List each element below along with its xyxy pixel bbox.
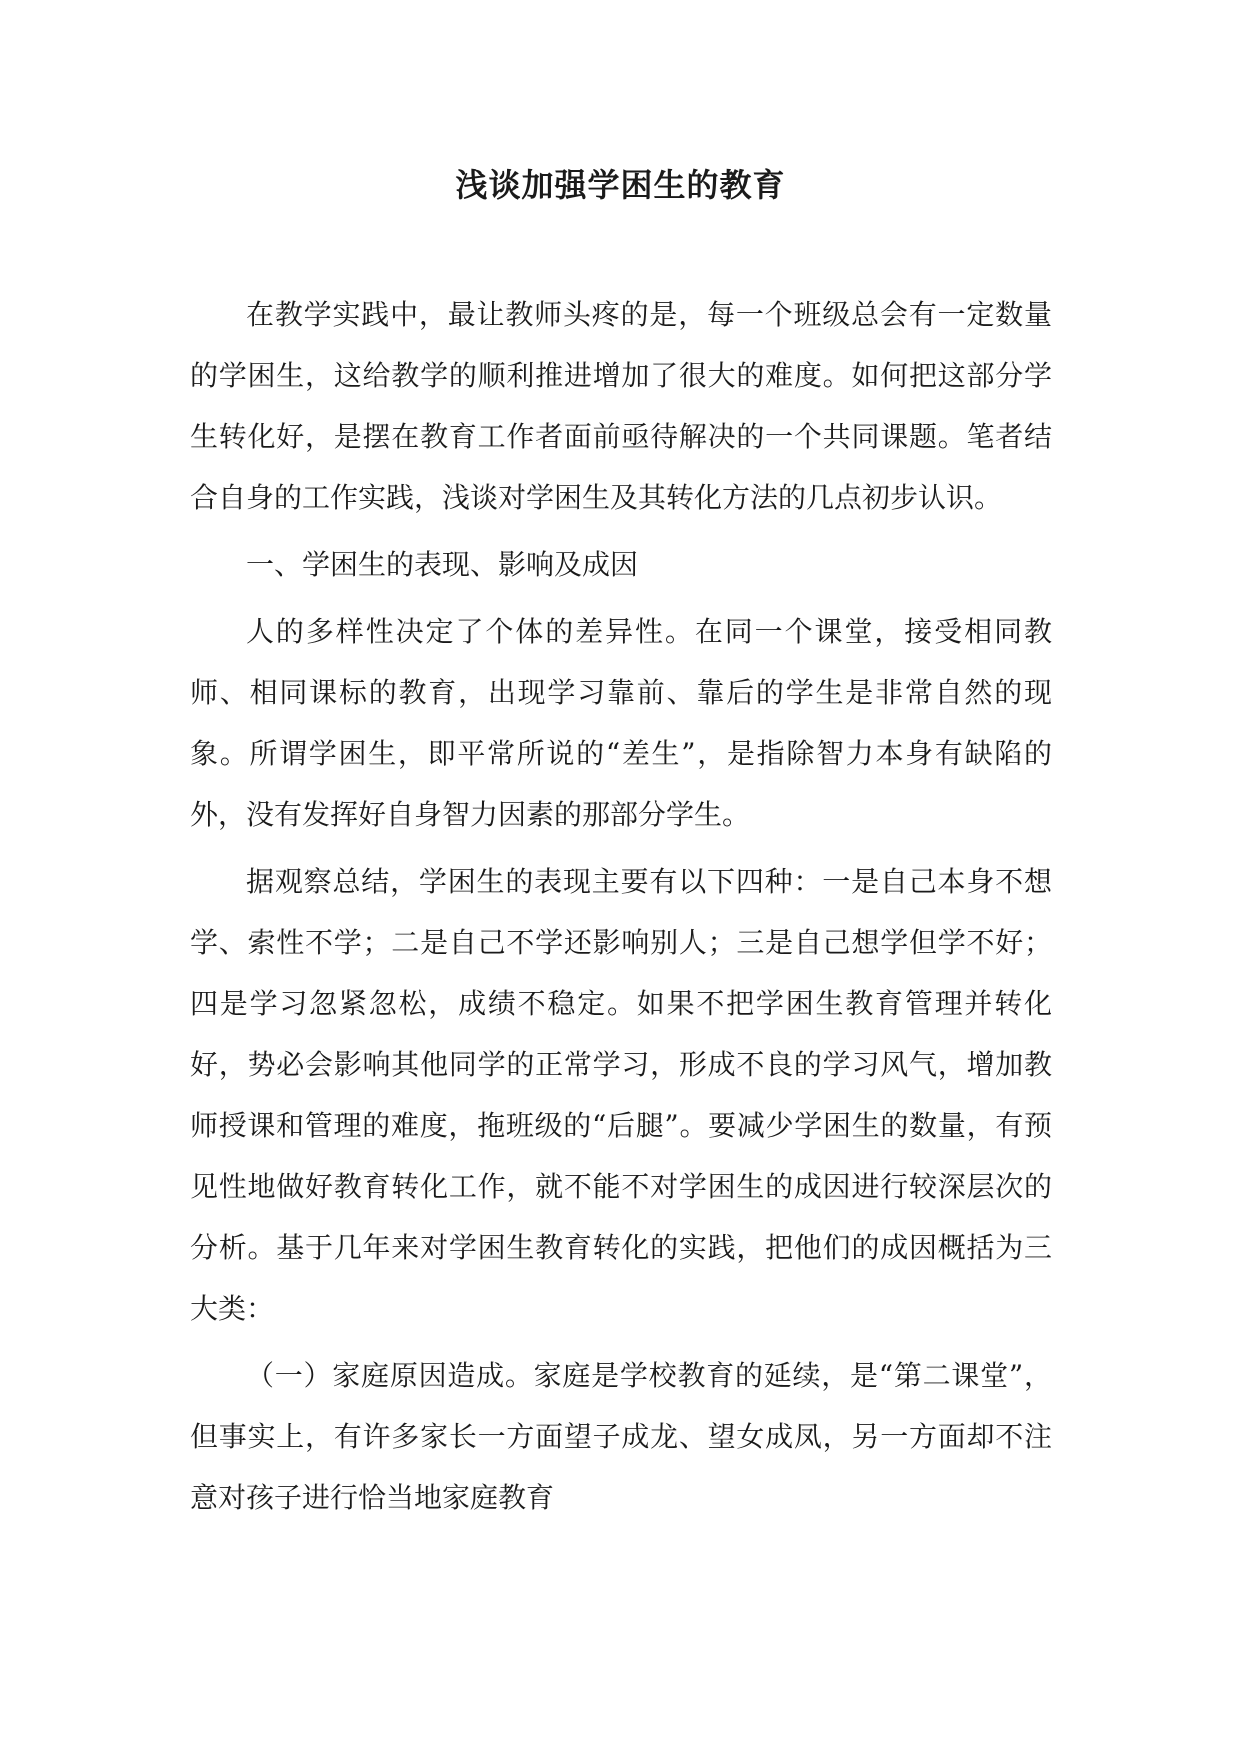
paragraph-definition: 人的多样性决定了个体的差异性。在同一个课堂，接受相同教师、相同课标的教育，出现学习靠前、靠后的学生是非常自然的现象。所谓学困生，即平常所说的“差生”，是指除智力本身有缺陷的外，没有发挥好自身智力因素的那部分学生。 <box>190 615 1052 831</box>
document-body <box>190 284 1052 1528</box>
paragraph-intro: 在教学实践中，最让教师头疼的是，每一个班级总会有一定数量的学困生，这给教学的顺利推进增加了很大的难度。如何把这部分学生转化好，是摆在教育工作者面前亟待解决的一个共同课题。笔者结合自身的工作实践，浅谈对学困生及其转化方法的几点初步认识。 <box>190 298 1052 514</box>
section-heading-1: 一、学困生的表现、影响及成因 <box>246 548 639 581</box>
paragraph-manifestations: 据观察总结，学困生的表现主要有以下四种：一是自己本身不想学、索性不学；二是自己不学还影响别人；三是自己想学但学不好；四是学习忽紧忽松，成绩不稳定。如果不把学困生教育管理并转化好，势必会影响其他同学的正常学习，形成不良的学习风气，增加教师授课和管理的难度，拖班级的“后腿”。要减少学困生的数量，有预见性地做好教育转化工作，就不能不对学困生的成因进行较深层次的分析。基于几年来对学困生教育转化的实践，把他们的成因概括为三大类： <box>190 865 1052 1325</box>
document-title: 浅谈加强学困生的教育 <box>455 166 786 204</box>
paragraph-family-cause: （一）家庭原因造成。家庭是学校教育的延续，是“第二课堂”，但事实上，有许多家长一方面望子成龙、望女成凤，另一方面却不注意对孩子进行恰当地家庭教育 <box>190 1359 1052 1514</box>
